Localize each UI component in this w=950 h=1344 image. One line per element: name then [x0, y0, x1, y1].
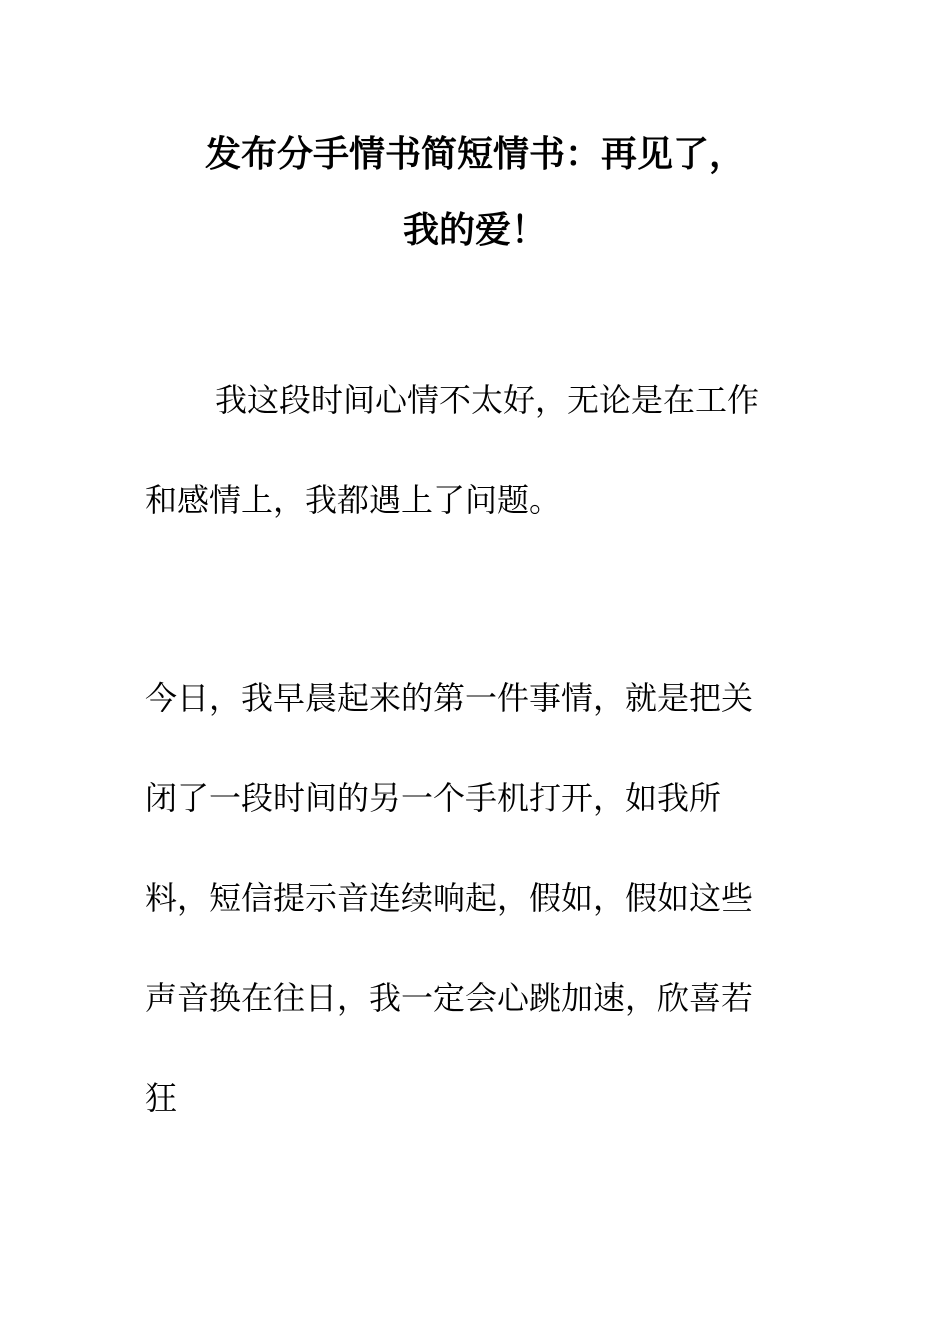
document-title	[145, 116, 805, 268]
title-line-2: 我的爱！	[402, 209, 547, 251]
paragraph-1: 我这段时间心情不太好，无论是在工作和感情上，我都遇上了问题。	[145, 381, 760, 519]
paragraph-2: 今日，我早晨起来的第一件事情，就是把关闭了一段时间的另一个手机打开，如我所料，短信提示音连续响起，假如，假如这些声音换在往日，我一定会心跳加速，欣喜若狂	[145, 679, 754, 1117]
title-line-1: 发布分手情书简短情书：再见了，	[204, 133, 745, 175]
